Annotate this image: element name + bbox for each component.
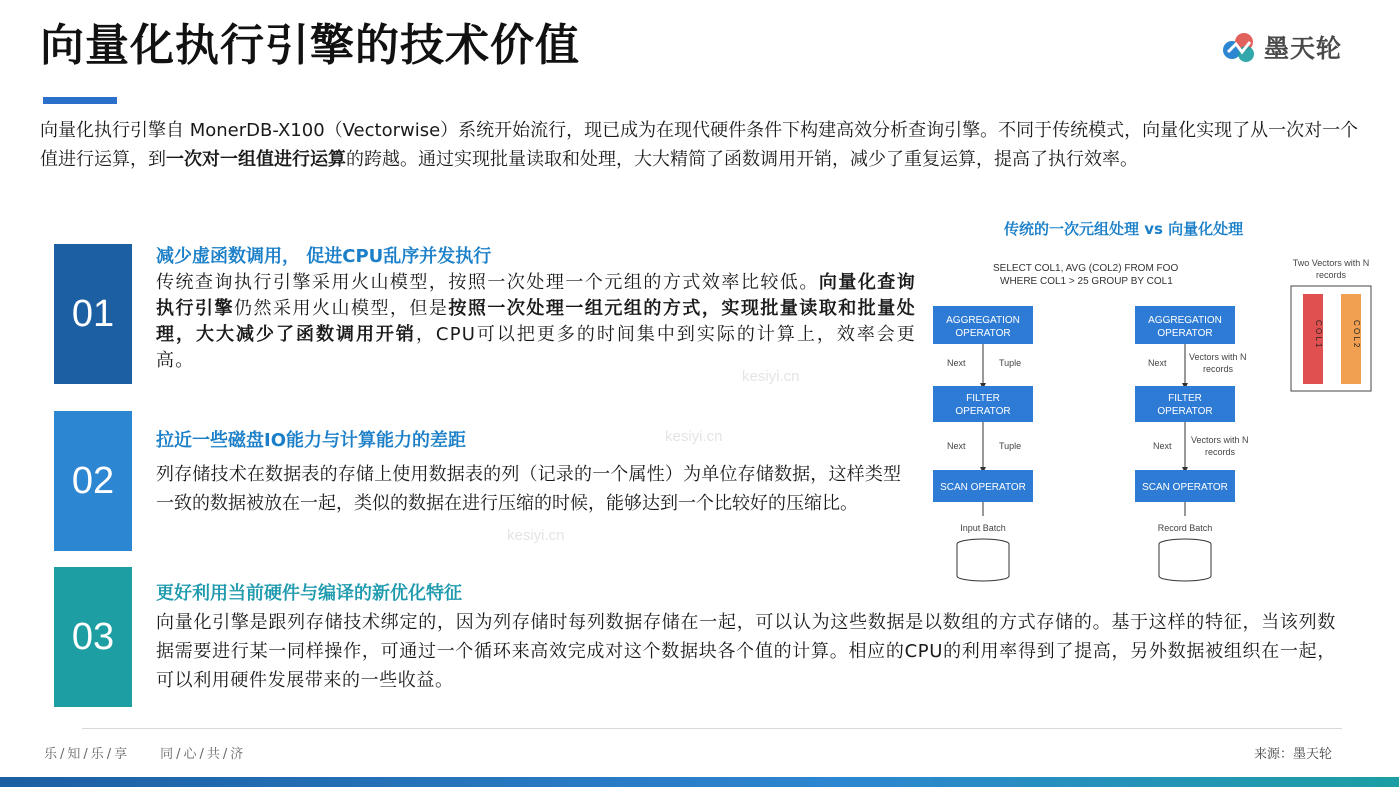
- item-title-02: 拉近一些磁盘IO能力与计算能力的差距: [156, 430, 466, 451]
- item-body-01-a: 传统查询执行引擎采用火山模型，按照一次处理一个元组的方式效率比较低。: [156, 272, 819, 293]
- right-op1-line1: AGGREGATION: [1148, 315, 1222, 326]
- left-database-icon: [957, 539, 1009, 581]
- right-op1-line2: OPERATOR: [1157, 328, 1213, 339]
- right-vec-1a: Vectors with N: [1189, 352, 1247, 362]
- intro-text-1: 向量化执行引擎自 MonerDB-X100（Vectorwise）系统开始流行，现已成为在现代硬件条件下构建高效分析查询引擎。不同于传统模式，向量化实现了从一次对一个值进行运算，到: [40, 120, 1359, 170]
- left-tuple-1: Tuple: [999, 358, 1022, 368]
- right-next-1: Next: [1148, 358, 1167, 368]
- left-tuple-2: Tuple: [999, 441, 1022, 451]
- footer-slogan: [44, 743, 246, 762]
- legend-line-2: records: [1315, 270, 1347, 280]
- brand-logo: [1220, 28, 1342, 66]
- left-op3: SCAN OPERATOR: [940, 482, 1026, 493]
- footer-slogan-2: 同/心/共/济: [160, 747, 247, 762]
- item-body-01-e: ，CPU可以把更多的时间集中到实际的计算上，效率会更高。: [156, 324, 917, 371]
- footer-slogan-1: 乐/知/乐/享: [44, 747, 131, 762]
- vector-legend: [1291, 258, 1371, 391]
- item-number-03: 03: [54, 567, 132, 707]
- right-vec-2a: Vectors with N: [1191, 435, 1249, 445]
- item-body-01-c: 仍然采用火山模型，但是: [233, 298, 449, 319]
- right-vec-2b: records: [1205, 447, 1236, 457]
- item-body-01-d: 按照一次处理一组元组的方式，实现批量读取和批量处理，大大减少了函数调用开销: [156, 298, 916, 345]
- right-vec-1b: records: [1203, 364, 1234, 374]
- item-title-01: 减少虚函数调用， 促进CPU乱序并发执行: [156, 246, 492, 267]
- right-next-2: Next: [1153, 441, 1172, 451]
- footer-divider: [82, 728, 1342, 729]
- left-op1-line2: OPERATOR: [955, 328, 1011, 339]
- right-record-batch: Record Batch: [1157, 523, 1213, 533]
- right-op2-line2: OPERATOR: [1157, 406, 1213, 417]
- col1-label: C O L 1: [1314, 320, 1323, 348]
- watermark: kesiyi.cn: [742, 368, 800, 385]
- item-title-03: 更好利用当前硬件与编译的新优化特征: [156, 583, 462, 604]
- item-body-01: [156, 270, 916, 374]
- right-op2-line1: FILTER: [1168, 393, 1202, 404]
- left-op2-line1: FILTER: [966, 393, 1000, 404]
- footer-source: 来源：墨天轮: [1254, 747, 1333, 762]
- volcano-vs-vector-diagram: [925, 248, 1385, 588]
- left-next-1: Next: [947, 358, 966, 368]
- watermark: kesiyi.cn: [665, 428, 723, 445]
- intro-text-2: 的跨越。通过实现批量读取和处理，大大精简了函数调用开销，减少了重复运算，提高了执行效率。: [346, 149, 1138, 170]
- left-op1-line1: AGGREGATION: [946, 315, 1020, 326]
- sql-line-1: SELECT COL1, AVG (COL2) FROM FOO: [993, 263, 1179, 274]
- logo-text: 墨天轮: [1264, 34, 1343, 63]
- item-number-01: 01: [54, 244, 132, 384]
- watermark: kesiyi.cn: [507, 527, 565, 544]
- sql-line-2: WHERE COL1 > 25 GROUP BY COL1: [1000, 276, 1173, 287]
- intro-bold: 一次对一组值进行运算: [166, 149, 346, 170]
- col2-label: C O L 2: [1352, 320, 1361, 348]
- diagram-caption: 传统的一次元组处理 vs 向量化处理: [1004, 220, 1244, 238]
- logo-icon: [1220, 28, 1258, 66]
- right-operator-stack: [1135, 306, 1249, 581]
- left-next-2: Next: [947, 441, 966, 451]
- right-database-icon: [1159, 539, 1211, 581]
- item-body-03: 向量化引擎是跟列存储技术绑定的，因为列存储时每列数据存储在一起，可以认为这些数据是以数组的方式存储的。基于这样的特征，当该列数据需要进行某一同样操作，可通过一个循环来高效完成对这个数据块各个值的计算。相应的CPU的利用率得到了提高，另外数据被组织在一起，可以利用硬件发展带来的一些收益。: [156, 612, 1336, 691]
- page-title: 向量化执行引擎的技术价值: [40, 20, 580, 71]
- intro-paragraph: [40, 116, 1360, 174]
- left-input-batch: Input Batch: [960, 523, 1006, 533]
- bottom-color-band: [0, 777, 1399, 787]
- right-op3: SCAN OPERATOR: [1142, 482, 1228, 493]
- left-op2-line2: OPERATOR: [955, 406, 1011, 417]
- left-operator-stack: [933, 306, 1033, 581]
- item-body-01-b: 向量化查询执行引擎: [156, 272, 917, 319]
- title-underline: [43, 97, 117, 104]
- item-number-02: 02: [54, 411, 132, 551]
- item-body-02: 列存储技术在数据表的存储上使用数据表的列（记录的一个属性）为单位存储数据，这样类型一致的数据被放在一起，类似的数据在进行压缩的时候，能够达到一个比较好的压缩比。: [156, 464, 901, 514]
- legend-line-1: Two Vectors with N: [1292, 258, 1370, 268]
